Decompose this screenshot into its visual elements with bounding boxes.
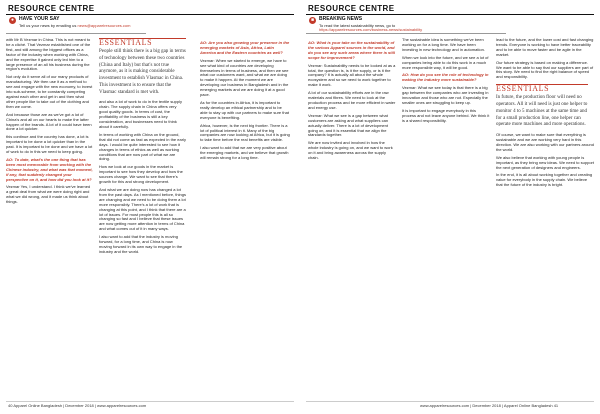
footer-rule-right <box>306 401 594 402</box>
paragraph: with Mr B Vezmar in China. This is not meant to be a cliché. That Vezmar established one of the first, and still among the biggest offices as a factor of the industry when working with China, and the expertise it gained only led him to a large presence of an all his business during the region's evolution. <box>6 38 91 72</box>
essentials-box-right <box>496 84 588 129</box>
news-icon: ■ <box>310 17 315 23</box>
essentials-box-left <box>99 38 186 96</box>
essentials-body: In future, the production floor will need no operators. All it will need is just one helper to monitor 4 to 5 machines at the same time and for a small production line, one helper can operate more machines and more operations. <box>496 95 588 128</box>
paragraph: and also a lot of work to do in the textile supply chain. The supply chain in China offers very good quality goods. In terms of cost, the profitability of the business is still a key consideration, and businesses need to think about it carefully. <box>99 99 182 130</box>
footer-right: www.apparelresources.com | December 2018 | Apparel Online Bangladesh 41 <box>420 403 559 408</box>
paragraph: Vezmar: When we started to emerge, we have to see what kind of countries are developing themselves in terms of business, and then we see what our customers want, and what we are doing to make it happen. At the moment we are developing our business in Bangladesh and in the emerging markets and we are doing it at a good pace. <box>200 57 289 98</box>
sustainability-news-link[interactable]: https://apparelresources.com/business-news/sustainability <box>319 27 423 32</box>
essentials-heading: ESSENTIALS <box>496 84 588 92</box>
paragraph: Vezmar Yes, I understand. I think we've learned a great deal from what we were doing right and what we did wrong, and it made us think about things. <box>6 184 91 205</box>
section-header-right: RESOURCE CENTRE <box>308 4 395 13</box>
paragraph: A lot of our sustainability efforts are in the raw materials and fibres. We need to look at the production process and be more efficient in water and energy use. <box>308 90 396 110</box>
paragraph: We also believe that working with young people is important, as they bring new ideas. We need to support the next generation of designers and engineers. <box>496 154 594 170</box>
question: AO: Are you also growing your presence in the emerging markets of Asia, Africa, Latin America and the Eastern countries as well? <box>200 40 290 55</box>
paragraph: As for the countries in Africa, it is important to really develop an ethical partnership and to be able to stay up with our partners to make sure that everyone is benefiting. <box>200 99 289 120</box>
paragraph: How we look at our goods in the market is important to see how they develop and how the sources change. We want to see that there's growth for this and strong development. <box>99 164 183 185</box>
paragraph: It is important to engage everybody in this process and not leave anyone behind. We think it is a shared responsibility. <box>402 107 490 123</box>
right-column-3 <box>496 38 594 398</box>
paragraph: lead to the future, and the lower cost and fast changing trends. Everyone is working to have better traceability and to be able to move faster and be agile in the market. <box>496 38 594 57</box>
left-column-3 <box>200 38 290 398</box>
paragraph: Of course, we want to make sure that everything is sustainable and we are working very hard in this direction. We are also working with our partners around the world. <box>496 132 594 152</box>
question: AO: What is your take on the sustainability of the various Apparel sources in the world, and do you see any such areas where there is still scope for improvement? <box>308 40 395 60</box>
paragraph: The sustainable idea is something we've been working on for a long time. We have been investing in new technology and in automation. <box>402 38 485 52</box>
paragraph: this continue and the country has done, a lot is important to be done a lot quicker than in the past. It is important to be done and we have a lot of work to do in this we need to keep going. <box>6 134 93 155</box>
section-header-left: RESOURCE CENTRE <box>8 4 95 13</box>
breaking-news-text: To read the latest sustainability news, go to <box>319 23 396 28</box>
paragraph: Vezmar: What we see is a gap between what customers are asking and what suppliers can actually deliver. There is a lot of development going on, and it is essential that we align the standards together. <box>308 112 389 138</box>
news-email-link[interactable]: news@apparelresources.com <box>77 23 131 28</box>
question: AO: How do you see the role of technology in making the industry more sustainable? <box>402 72 489 83</box>
essentials-body: People still think there is a big gap in terms of technology between these two countries (China and Italy) but that's not true anymore, as it is making considerable investment to establish Vlasmac in China. This investment is to ensure that the Vlasmac standard is met with. <box>99 48 186 95</box>
paragraph: Vezmar: Sustainability needs to be looked at as a total, the question is, is it the supply, or is it the company? It is actually all about the whole ecosystem and so we need to work together to make it work. <box>308 62 396 88</box>
paragraph: In the end, it is all about working together and creating value for everybody in the supply chain. We believe that the future of the industry is bright. <box>496 172 593 188</box>
right-column-1 <box>308 38 396 398</box>
paragraph: Not only do it serve all of our many products of manufacturing. We then use it as a method to see and engage with the new economy, to invest into sub-scheme, to be constantly competing against each other and get in and then what other people like to take out of the clothing and then we come. <box>6 74 93 109</box>
paragraph: And because those are as we've got a lot of China's and all on our hearts to make the latter happen of the brands. A lot of it could have been done a lot quicker. <box>6 111 92 132</box>
footer-left: 40 Apparel Online Bangladesh | December 2018 | www.apparelresources.com <box>8 403 147 408</box>
essentials-heading: ESSENTIALS <box>99 38 186 46</box>
left-column-2 <box>99 38 186 398</box>
chat-icon: ● <box>10 17 15 23</box>
have-your-say-text: Tell us your news by emailing us news@apparelresources.com <box>19 23 131 28</box>
have-your-say-box <box>6 15 146 34</box>
paragraph: Vezmar: What we see today is that there is a big gap between the companies who are investing in innovation and those who are not. Especially the smaller ones are struggling to keep up. <box>402 85 489 105</box>
left-column-1 <box>6 38 93 398</box>
question: AO: To date, what's the one thing that has been most memorable from working with the Chinese industry, and what was that moment, if any, that suddenly changed your perspective on it, and how did you look at it? <box>6 156 93 182</box>
footer-rule-left <box>6 401 294 402</box>
paragraph: Africa, however, is the next big frontier. There is a lot of political interest in it. Many of the big companies are now looking at Africa, but it is going to take time before the real benefits are visible. <box>200 122 290 143</box>
paragraph: In terms of working with China on the ground, that did not come as fast as expected in the early days. I would be quite interested to see how it changes in terms of ethics as well as working conditions that are now part of what we are doing. <box>99 131 186 162</box>
breaking-news-box <box>306 15 506 34</box>
have-your-say-title: HAVE YOUR SAY <box>19 16 60 22</box>
paragraph: Our future strategy is based on making a difference. We want to be able to say that our suppliers are part of this story. We need to find the right balance of speed and responsibility. <box>496 59 594 80</box>
breaking-news-title: BREAKING NEWS <box>319 16 363 22</box>
paragraph: And what we are doing now has changed a lot from the past days. As I mentioned before, things are changing and we need to be doing them a lot more responsibly. There's a lot of work that is changing at this point, and I think that there are a lot of issues. For most people this is all so changing so fast and I believe that these issues are now getting more attention in terms of China and what comes out of it in many ways. <box>99 186 186 232</box>
paragraph: I also want to add that we are very positive about the emerging markets, and we believe that growth will remain strong for a long time. <box>200 145 289 161</box>
right-column-2 <box>402 38 490 398</box>
paragraph: When we look into the future, and we see a lot of companies being able to do this work in a much more responsible way, it will be good. <box>402 54 489 70</box>
paragraph: I also want to add that the industry is moving forward, for a long time, and China is now moving forward in its own way to engage in the industry and the world. <box>99 234 183 254</box>
paragraph: We are now invited and involved in how the whole industry is going on, and we want to work on it and bring awareness across the supply chain. <box>308 140 393 161</box>
